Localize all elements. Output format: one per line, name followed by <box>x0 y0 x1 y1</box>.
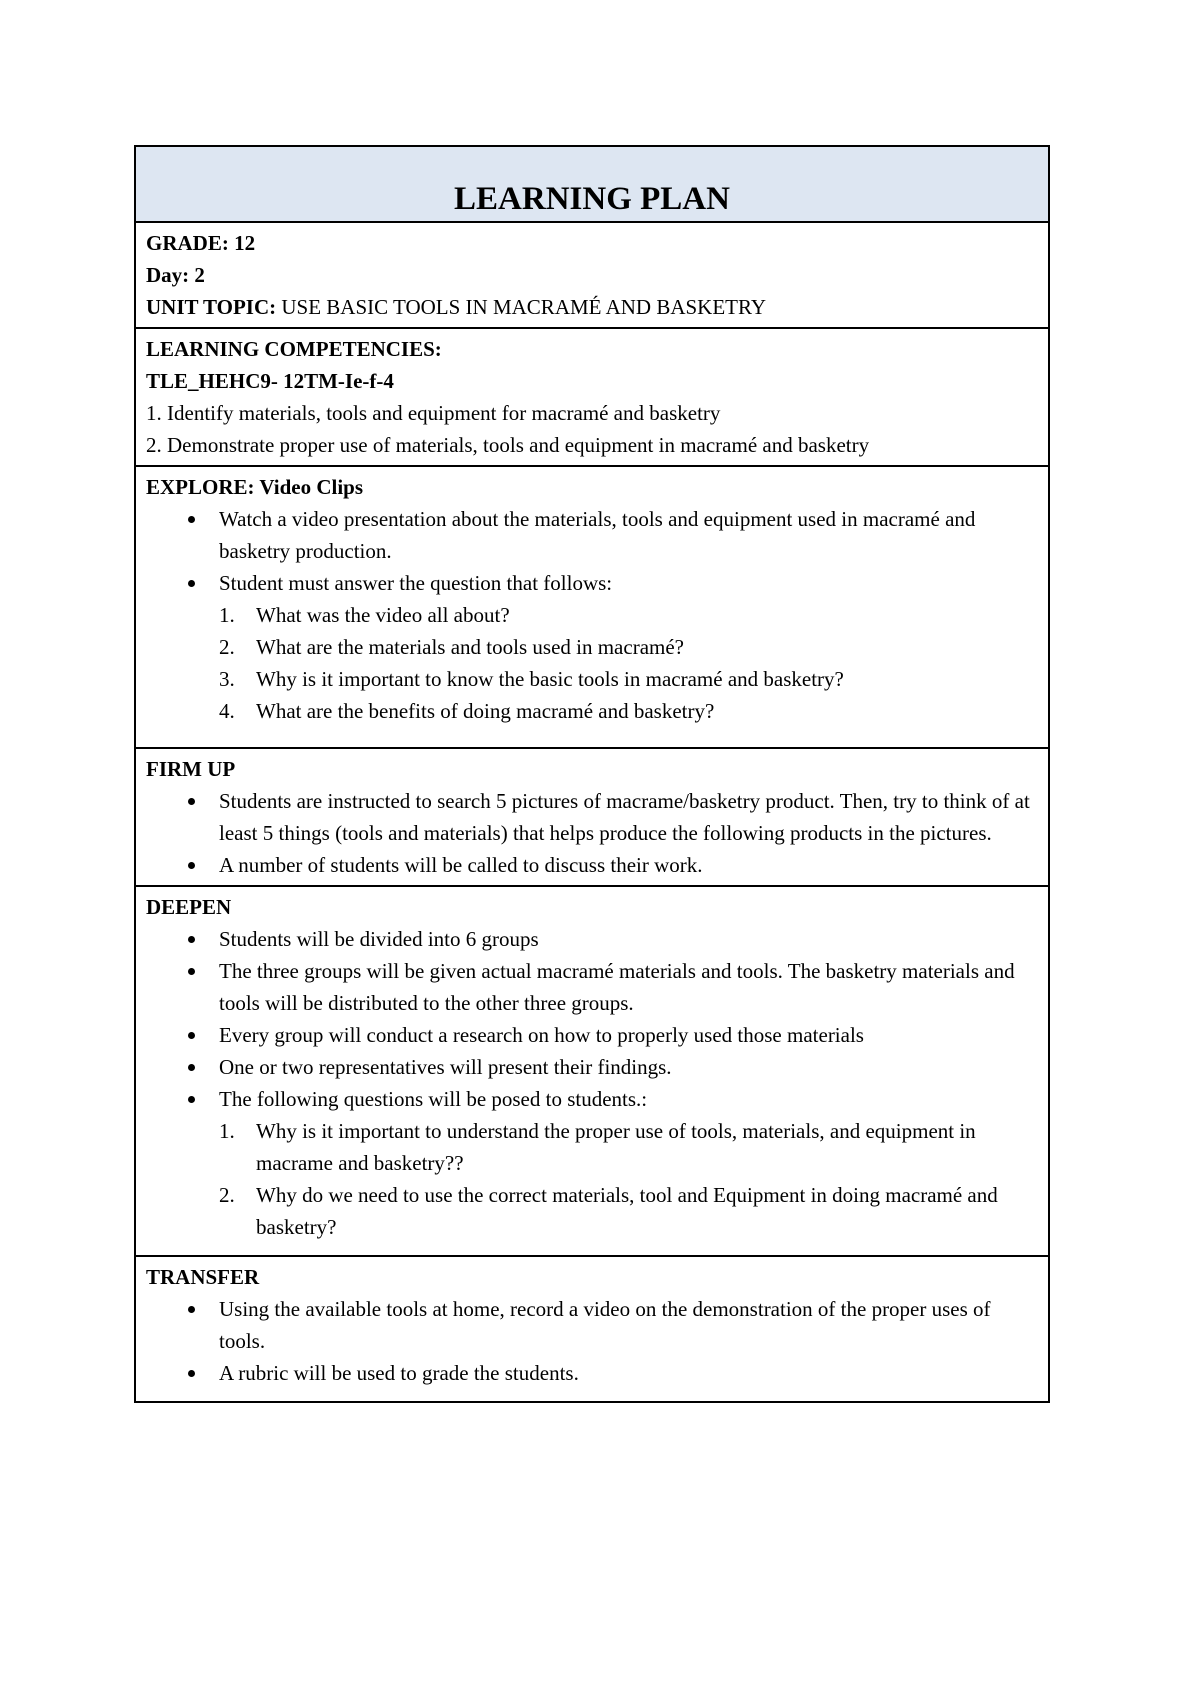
unit-topic-value: USE BASIC TOOLS IN MACRAMÉ AND BASKETRY <box>281 295 767 319</box>
deepen-bullets <box>146 923 1038 1115</box>
firm-up-section <box>136 747 1048 885</box>
list-item: Watch a video presentation about the materials, tools and equipment used in macramé and basketry production. <box>219 503 1038 567</box>
transfer-section <box>136 1255 1048 1401</box>
competencies-heading: LEARNING COMPETENCIES: <box>146 337 442 361</box>
transfer-heading: TRANSFER <box>146 1265 260 1289</box>
deepen-questions <box>146 1115 1038 1243</box>
unit-topic <box>146 291 1038 323</box>
list-item: Students will be divided into 6 groups <box>219 923 1038 955</box>
list-item: Student must answer the question that follows: <box>219 567 1038 599</box>
header-section <box>136 221 1048 327</box>
plan-title <box>136 147 1048 221</box>
list-item: A number of students will be called to discuss their work. <box>219 849 1038 881</box>
explore-section <box>136 465 1048 747</box>
list-item: A rubric will be used to grade the students. <box>219 1357 1038 1389</box>
unit-topic-label: UNIT TOPIC: <box>146 295 277 319</box>
competency-code: TLE_HEHC9- 12TM-Ie-f-4 <box>146 369 394 393</box>
explore-bullets <box>146 503 1038 599</box>
list-item: Using the available tools at home, record a video on the demonstration of the proper uses of tools. <box>219 1293 1038 1357</box>
learning-plan-table <box>134 145 1050 1403</box>
question-item: What are the materials and tools used in macramé? <box>256 635 684 659</box>
list-item: The three groups will be given actual macramé materials and tools. The basketry materials and tools will be distributed to the other three groups. <box>219 955 1038 1019</box>
list-item: One or two representatives will present their findings. <box>219 1051 1038 1083</box>
transfer-bullets <box>146 1293 1038 1389</box>
day-label: Day: 2 <box>146 263 205 287</box>
question-item: Why do we need to use the correct materials, tool and Equipment in doing macramé and basketry? <box>256 1183 998 1239</box>
explore-heading: EXPLORE: Video Clips <box>146 475 364 499</box>
firm-up-heading: FIRM UP <box>146 757 236 781</box>
question-item: Why is it important to know the basic tools in macramé and basketry? <box>256 667 844 691</box>
question-item: What was the video all about? <box>256 603 510 627</box>
list-item: The following questions will be posed to students.: <box>219 1083 1038 1115</box>
list-item: Every group will conduct a research on how to properly used those materials <box>219 1019 1038 1051</box>
competency-item: 1. Identify materials, tools and equipment for macramé and basketry <box>146 401 721 425</box>
list-item: Students are instructed to search 5 pictures of macrame/basketry product. Then, try to think of at least 5 things (tools and materials) that helps produce the following products in the pictures. <box>219 785 1038 849</box>
grade-label: GRADE: 12 <box>146 231 256 255</box>
deepen-section <box>136 885 1048 1255</box>
deepen-heading: DEEPEN <box>146 895 232 919</box>
competency-item: 2. Demonstrate proper use of materials, tools and equipment in macramé and basketry <box>146 433 870 457</box>
question-item: Why is it important to understand the proper use of tools, materials, and equipment in macrame and basketry?? <box>256 1119 976 1175</box>
explore-questions <box>146 599 1038 727</box>
firm-up-bullets <box>146 785 1038 881</box>
question-item: What are the benefits of doing macramé and basketry? <box>256 699 715 723</box>
competencies-section <box>136 327 1048 465</box>
plan-title-text: LEARNING PLAN <box>454 181 730 217</box>
